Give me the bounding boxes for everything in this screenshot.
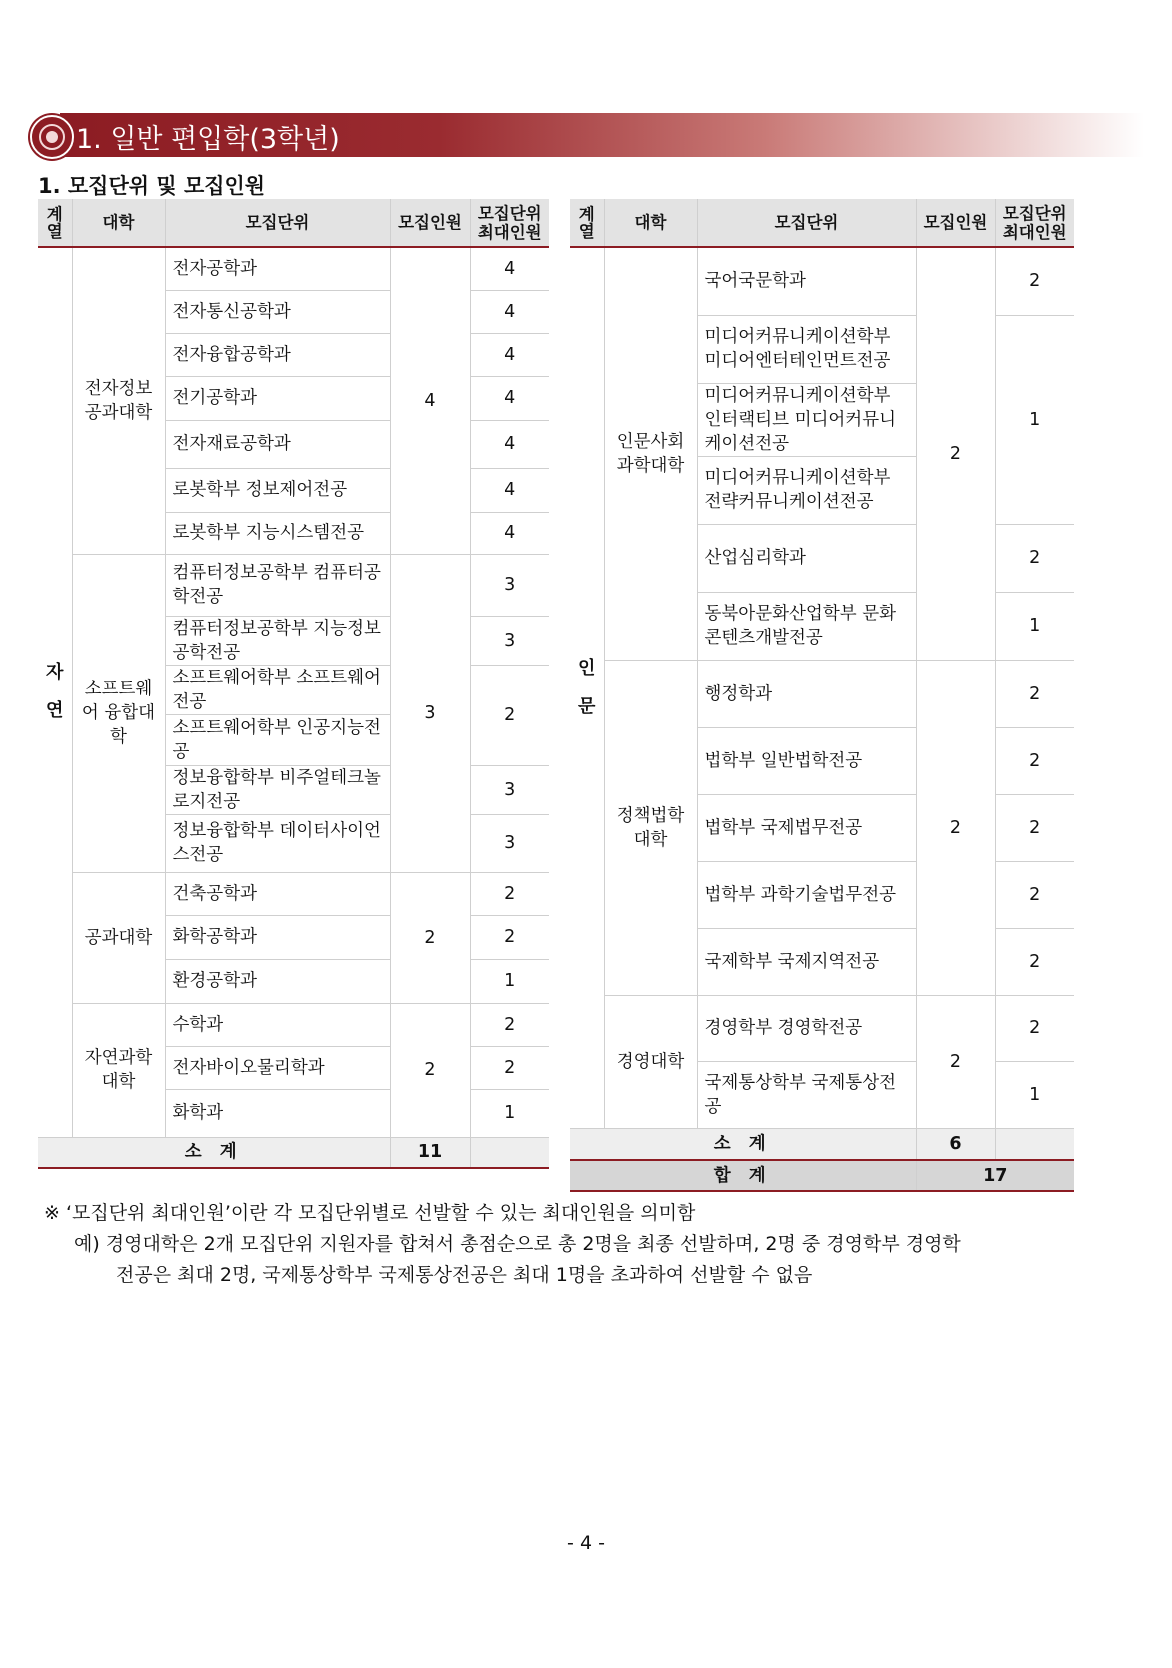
- unit-cell: 정보융합학부 비주얼테크놀로지전공: [165, 765, 390, 814]
- quota-cell: 3: [390, 554, 470, 872]
- unit-cell: 동북아문화산업학부 문화콘텐츠개발전공: [697, 592, 916, 660]
- max-cell: 2: [470, 1046, 549, 1089]
- quota-cell: 4: [390, 247, 470, 554]
- max-cell: 2: [470, 1003, 549, 1046]
- header-quota: 모집인원: [390, 199, 470, 247]
- unit-cell: 컴퓨터정보공학부 지능정보공학전공: [165, 616, 390, 665]
- unit-cell: 소프트웨어학부 소프트웨어전공: [165, 665, 390, 714]
- unit-cell: 국어국문학과: [697, 247, 916, 315]
- unit-cell: 전기공학과: [165, 376, 390, 420]
- max-cell: 2: [995, 861, 1074, 928]
- max-cell: 2: [470, 665, 549, 765]
- unit-cell: 화학공학과: [165, 915, 390, 959]
- right-recruitment-table: [570, 199, 1074, 1192]
- college-cell: 자연과학 대학: [72, 1003, 165, 1137]
- max-cell: 4: [470, 333, 549, 376]
- unit-cell: 수학과: [165, 1003, 390, 1046]
- unit-cell: 전자통신공학과: [165, 290, 390, 333]
- header-max: 모집단위 최대인원: [470, 199, 549, 247]
- unit-cell: 환경공학과: [165, 959, 390, 1003]
- unit-cell: 미디어커뮤니케이션학부 미디어엔터테인먼트전공: [697, 315, 916, 383]
- max-cell: 2: [995, 928, 1074, 995]
- max-cell: 1: [995, 1061, 1074, 1128]
- quota-cell: 2: [916, 660, 995, 995]
- max-cell: 1: [470, 1089, 549, 1137]
- unit-cell: 법학부 국제법무전공: [697, 794, 916, 861]
- header-max: 모집단위 최대인원: [995, 199, 1074, 247]
- unit-cell: 건축공학과: [165, 872, 390, 915]
- max-cell: 1: [995, 592, 1074, 660]
- max-cell: 2: [995, 794, 1074, 861]
- max-cell: 4: [470, 376, 549, 420]
- left-recruitment-table: [38, 199, 549, 1169]
- college-cell: 공과대학: [72, 872, 165, 1003]
- unit-cell: 미디어커뮤니케이션학부 인터랙티브 미디어커뮤니케이션전공: [697, 383, 916, 456]
- unit-cell: 소프트웨어학부 인공지능전공: [165, 714, 390, 765]
- unit-cell: 전자재료공학과: [165, 420, 390, 468]
- max-cell: 3: [470, 616, 549, 665]
- quota-cell: 2: [390, 1003, 470, 1137]
- note-line: 예) 경영대학은 2개 모집단위 지원자를 합쳐서 총점순으로 총 2명을 최종 선발하며, 2명 중 경영학부 경영학: [74, 1233, 961, 1255]
- max-cell: 2: [995, 727, 1074, 794]
- unit-cell: 미디어커뮤니케이션학부 전략커뮤니케이션전공: [697, 456, 916, 524]
- max-cell: 2: [995, 995, 1074, 1061]
- header-college: 대학: [72, 199, 165, 247]
- header-field: 계열: [570, 199, 604, 247]
- max-cell: 3: [470, 765, 549, 814]
- max-cell: 4: [470, 512, 549, 554]
- note-line: ※ ‘모집단위 최대인원’이란 각 모집단위별로 선발할 수 있는 최대인원을 의미함: [44, 1202, 696, 1224]
- college-cell: 소프트웨어 융합대학: [72, 554, 165, 872]
- max-cell: 4: [470, 247, 549, 290]
- total-value: 17: [916, 1160, 1074, 1191]
- college-cell: 경영대학: [604, 995, 697, 1128]
- max-cell: 2: [995, 247, 1074, 315]
- quota-cell: 2: [916, 995, 995, 1128]
- subtotal-max-empty: [995, 1128, 1074, 1160]
- max-cell: 2: [995, 660, 1074, 727]
- section-title: 1. 일반 편입학(3학년): [76, 124, 340, 155]
- subtotal-label: 소 계: [570, 1128, 916, 1160]
- unit-cell: 국제통상학부 국제통상전공: [697, 1061, 916, 1128]
- max-cell: 2: [995, 524, 1074, 592]
- max-cell: 1: [470, 959, 549, 1003]
- unit-cell: 국제학부 국제지역전공: [697, 928, 916, 995]
- unit-cell: 전자바이오물리학과: [165, 1046, 390, 1089]
- header-quota: 모집인원: [916, 199, 995, 247]
- header-field: 계열: [38, 199, 72, 247]
- notes-block: [44, 1198, 1124, 1291]
- unit-cell: 컴퓨터정보공학부 컴퓨터공학전공: [165, 554, 390, 616]
- max-cell: 4: [470, 420, 549, 468]
- university-emblem-icon: [30, 115, 74, 159]
- unit-cell: 행정학과: [697, 660, 916, 727]
- unit-cell: 산업심리학과: [697, 524, 916, 592]
- max-cell: 2: [470, 872, 549, 915]
- unit-cell: 정보융합학부 데이터사이언스전공: [165, 814, 390, 872]
- quota-cell: 2: [916, 247, 995, 660]
- sub-title: 1. 모집단위 및 모집인원: [38, 174, 266, 198]
- total-label: 합 계: [570, 1160, 916, 1191]
- unit-cell: 경영학부 경영학전공: [697, 995, 916, 1061]
- unit-cell: 전자공학과: [165, 247, 390, 290]
- unit-cell: 전자융합공학과: [165, 333, 390, 376]
- max-cell: 3: [470, 554, 549, 616]
- unit-cell: 로봇학부 정보제어전공: [165, 468, 390, 512]
- header-unit: 모집단위: [165, 199, 390, 247]
- subtotal-value: 11: [390, 1137, 470, 1168]
- max-cell: 2: [470, 915, 549, 959]
- college-cell: 정책법학 대학: [604, 660, 697, 995]
- header-college: 대학: [604, 199, 697, 247]
- max-cell: 3: [470, 814, 549, 872]
- note-line: 전공은 최대 2명, 국제통상학부 국제통상전공은 최대 1명을 초과하여 선발할 수 없음: [116, 1264, 813, 1286]
- unit-cell: 화학과: [165, 1089, 390, 1137]
- subtotal-value: 6: [916, 1128, 995, 1160]
- max-cell: 1: [995, 315, 1074, 524]
- subtotal-max-empty: [470, 1137, 549, 1168]
- subtotal-label: 소 계: [38, 1137, 390, 1168]
- field-cell: 인문: [570, 247, 604, 1128]
- quota-cell: 2: [390, 872, 470, 1003]
- max-cell: 4: [470, 290, 549, 333]
- unit-cell: 로봇학부 지능시스템전공: [165, 512, 390, 554]
- page-number: - 4 -: [567, 1532, 605, 1554]
- field-cell: 자연: [38, 247, 72, 1137]
- max-cell: 4: [470, 468, 549, 512]
- header-unit: 모집단위: [697, 199, 916, 247]
- unit-cell: 법학부 일반법학전공: [697, 727, 916, 794]
- college-cell: 전자정보 공과대학: [72, 247, 165, 554]
- unit-cell: 법학부 과학기술법무전공: [697, 861, 916, 928]
- section-header-bar: [30, 113, 1144, 157]
- college-cell: 인문사회 과학대학: [604, 247, 697, 660]
